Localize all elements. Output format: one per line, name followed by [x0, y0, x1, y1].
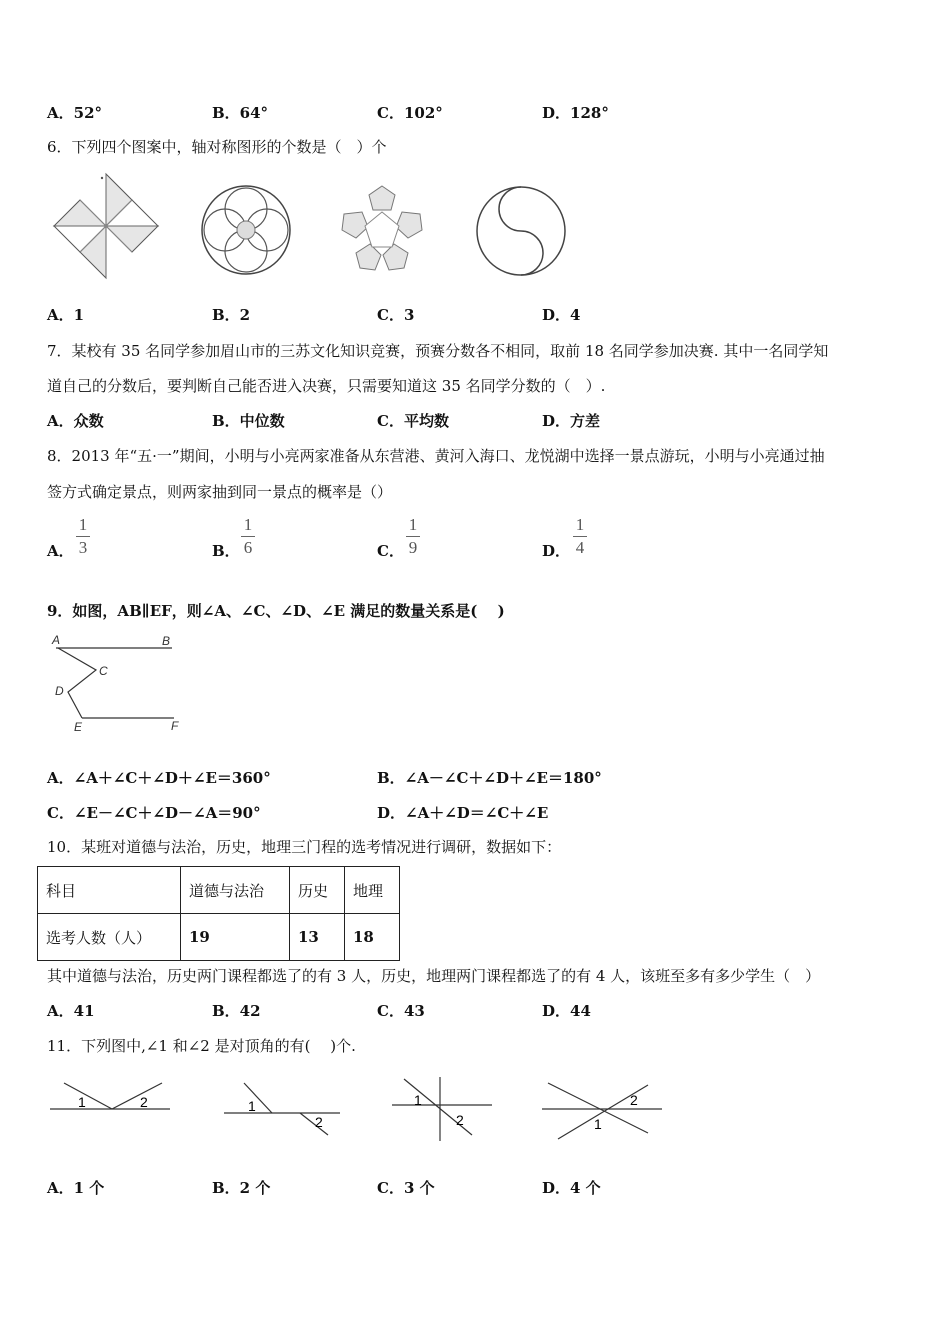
q9-stem: 9．如图，AB∥EF，则∠A、∠C、∠D、∠E 满足的数量关系是( )	[47, 602, 505, 620]
table-row	[38, 914, 400, 961]
angle-2-label: 2	[630, 1092, 638, 1108]
pentagon-ring-figure	[334, 182, 430, 278]
q11-option-c[interactable]: C．3 个	[377, 1179, 435, 1197]
pinwheel-figure	[50, 170, 162, 282]
q10-option-a[interactable]: A．41	[47, 1002, 95, 1020]
angle-figure-1	[46, 1075, 176, 1145]
label-d: D	[55, 684, 64, 698]
q11-option-b[interactable]: B．2 个	[212, 1179, 271, 1197]
q9-option-a[interactable]: A．∠A＋∠C＋∠D＋∠E＝360°	[47, 769, 271, 787]
table-cell: 19	[181, 914, 290, 961]
q7-option-a[interactable]: A．众数	[47, 412, 104, 430]
q8-option-d[interactable]: D．	[542, 542, 571, 560]
parallel-lines-figure	[50, 630, 190, 740]
table-cell: 科目	[38, 867, 181, 914]
label-a: A	[52, 633, 61, 647]
angle-figure-2	[220, 1075, 345, 1145]
table-cell: 历史	[290, 867, 345, 914]
q7-option-b[interactable]: B．中位数	[212, 412, 285, 430]
q5-option-c[interactable]: C．102°	[377, 104, 443, 122]
q6-option-a[interactable]: A．1	[47, 306, 85, 324]
q6-option-d[interactable]: D．4	[542, 306, 581, 324]
q8-option-d-fraction: 1 4	[573, 516, 587, 557]
q9-option-c[interactable]: C．∠E－∠C＋∠D－∠A＝90°	[47, 804, 261, 822]
table-cell: 18	[345, 914, 400, 961]
angle-figure-4	[538, 1075, 666, 1145]
q8-option-c[interactable]: C．	[377, 542, 404, 560]
q10-option-c[interactable]: C．43	[377, 1002, 425, 1020]
q5-option-b[interactable]: B．64°	[212, 104, 269, 122]
q7-option-c[interactable]: C．平均数	[377, 412, 449, 430]
q10-option-d[interactable]: D．44	[542, 1002, 591, 1020]
angle-2-label: 2	[456, 1112, 464, 1128]
four-circle-flower-figure	[200, 184, 292, 276]
angle-1-label: 1	[414, 1092, 422, 1108]
q8-option-a-fraction: 1 3	[76, 516, 90, 557]
label-c: C	[99, 664, 108, 678]
q6-option-b[interactable]: B．2	[212, 306, 251, 324]
q10-stem: 10．某班对道德与法治，历史，地理三门程的选考情况进行调研，数据如下：	[47, 838, 562, 856]
angle-1-label: 1	[248, 1098, 256, 1114]
q10-option-b[interactable]: B．42	[212, 1002, 261, 1020]
angle-figure-3	[388, 1075, 498, 1145]
q11-stem: 11．下列图中,∠1 和∠2 是对顶角的有( )个.	[47, 1037, 356, 1055]
angle-2-label: 2	[315, 1114, 323, 1130]
table-cell: 13	[290, 914, 345, 961]
yin-yang-figure	[474, 184, 568, 278]
angle-1-label: 1	[594, 1116, 602, 1132]
q9-option-d[interactable]: D．∠A＋∠D＝∠C＋∠E	[377, 804, 549, 822]
q7-option-d[interactable]: D．方差	[542, 412, 601, 430]
q7-stem-line2: 道自己的分数后，要判断自己能否进入决赛，只需要知道这 35 名同学分数的（ ）.	[47, 377, 606, 395]
q10-table	[37, 866, 400, 961]
q11-option-d[interactable]: D．4 个	[542, 1179, 601, 1197]
q9-option-b[interactable]: B．∠A－∠C＋∠D＋∠E＝180°	[377, 769, 602, 787]
table-row	[38, 867, 400, 914]
label-b: B	[162, 634, 171, 648]
angle-1-label: 1	[78, 1094, 86, 1110]
table-cell: 道德与法治	[181, 867, 290, 914]
table-cell: 选考人数（人）	[38, 914, 181, 961]
q5-option-d[interactable]: D．128°	[542, 104, 609, 122]
q11-option-a[interactable]: A．1 个	[47, 1179, 105, 1197]
q8-option-c-fraction: 1 9	[406, 516, 420, 557]
q6-stem: 6．下列四个图案中，轴对称图形的个数是（ ）个	[47, 138, 387, 156]
label-f: F	[171, 719, 179, 733]
label-e: E	[74, 720, 83, 734]
q8-stem-line1: 8．2013 年“五·一”期间，小明与小亮两家准备从东营港、黄河入海口、龙悦湖中选择一景点游玩，小明与小亮通过抽	[47, 447, 825, 465]
q6-option-c[interactable]: C．3	[377, 306, 415, 324]
q7-stem-line1: 7．某校有 35 名同学参加眉山市的三苏文化知识竞赛，预赛分数各不相同，取前 18 名同学参加决赛. 其中一名同学知	[47, 342, 829, 360]
q8-option-b[interactable]: B．	[212, 542, 240, 560]
table-cell: 地理	[345, 867, 400, 914]
angle-2-label: 2	[140, 1094, 148, 1110]
q8-option-a[interactable]: A．	[47, 542, 74, 560]
q8-option-b-fraction: 1 6	[241, 516, 255, 557]
q5-option-a[interactable]: A．52°	[47, 104, 103, 122]
q10-followup: 其中道德与法治，历史两门课程都选了的有 3 人，历史，地理两门课程都选了的有 4 人，该班至多有多少学生（ ）	[47, 967, 821, 985]
q8-stem-line2: 签方式确定景点，则两家抽到同一景点的概率是（）	[47, 483, 393, 501]
